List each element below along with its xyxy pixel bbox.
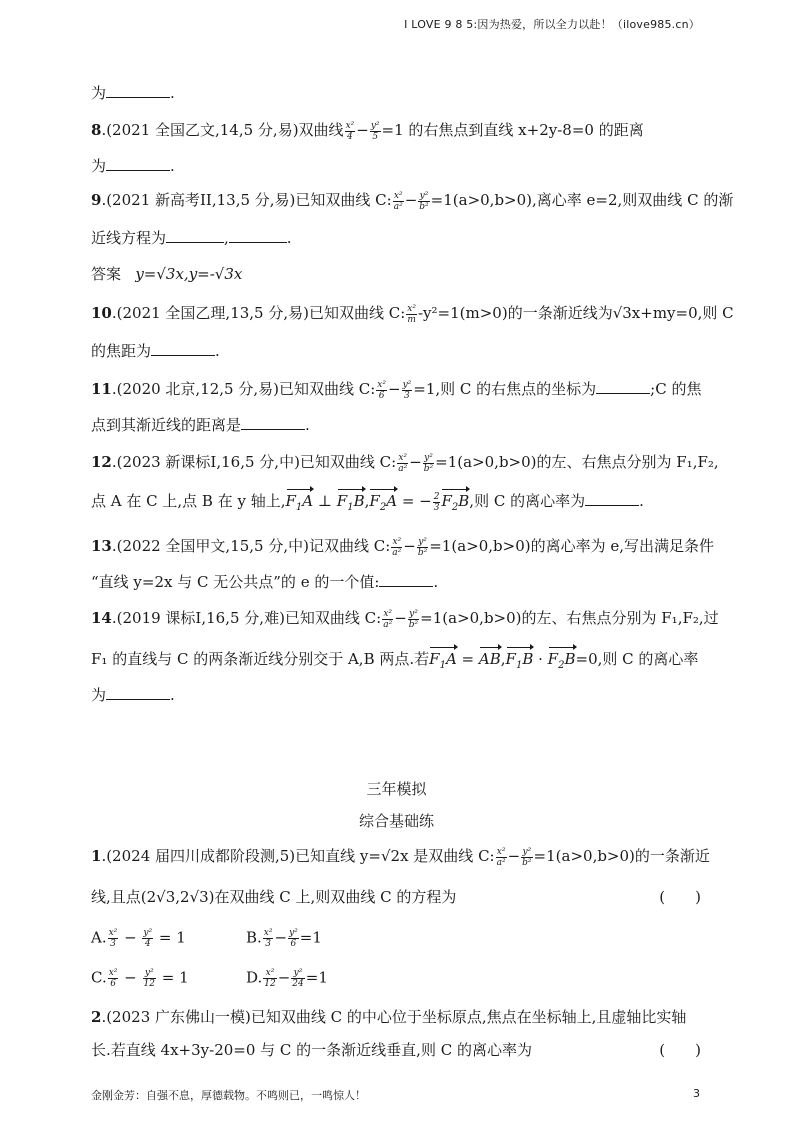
question-14-line1: 14.(2019 课标I,16,5 分,难)已知双曲线 C: $\frac{\text{x²}}{\text{a²}}$ − $\frac{\text{y²}}{\text{b²}}$ =1(a>0,b>0)的左、右焦点分别为 F₁,F₂,过	[91, 608, 719, 630]
problem-2-line2: 长.若直线 4x+3y-20=0 与 C 的一条渐近线垂直,则 C 的离心率为	[91, 1041, 532, 1059]
answer-blank[interactable]	[151, 339, 215, 356]
fraction: $\frac{\text{y²}}{3}$	[402, 379, 412, 401]
fraction: $\frac{\text{x²}}{\text{a²}}$	[398, 452, 408, 474]
answer-blank[interactable]	[106, 154, 170, 171]
problem-1-line2: 线,且点(2√3,2√3)在双曲线 C 上,则双曲线 C 的方程为	[91, 888, 457, 906]
question-14-line2: F₁ 的直线与 C 的两条渐近线分别交于 A,B 两点.若$F_1A = AB,F_1B \cdot F_2B=0$,则 C 的离心率	[91, 648, 703, 677]
question-10-line1: 10.(2021 全国乙理,13,5 分,易)已知双曲线 C: $\frac{\text{x²}}{m}$ -y²=1(m>0)的一条渐近线为√3x+my=0,则 C	[91, 303, 734, 325]
vector-F2B: $F_2B$	[441, 490, 469, 519]
vector-F1B: $F_1B$	[337, 490, 365, 519]
vector-F1B: $F_1B$	[506, 648, 534, 677]
fraction: $\frac{\text{x²}}{m}$	[407, 303, 416, 325]
question-10-line2: 的焦距为 .	[91, 339, 703, 362]
fraction: $\frac{\text{x²}}{\text{a²}}$	[496, 846, 506, 868]
fraction: $\frac{\text{x²}}{\text{a²}}$	[393, 190, 403, 212]
answer-blank[interactable]	[106, 683, 170, 700]
answer-blank[interactable]	[379, 570, 433, 587]
vector-F2B: $F_2B$	[548, 648, 576, 677]
fraction: $\frac{\text{y²}}{5}$	[370, 120, 380, 142]
answer-blank[interactable]	[585, 489, 639, 506]
fraction: $\frac{\text{y²}}{\text{b²}}$	[419, 190, 429, 212]
question-11-line1: 11.(2020 北京,12,5 分,易)已知双曲线 C: $\frac{\text{x²}}{6}$ − $\frac{\text{y²}}{3}$ =1,则 C 的右焦点的坐标为 ;C 的焦	[91, 377, 703, 401]
question-8-line1: 8.(2021 全国乙文,14,5 分,易)双曲线 $\frac{\text{x²}}{4}$ − $\frac{\text{y²}}{5}$ =1 的右焦点到直线 x+2y-8=0 的距离	[91, 120, 644, 142]
page-number: 3	[693, 1087, 700, 1100]
option-a[interactable]: A. $\frac{\text{x²}}{3}$ − $\frac{\text{y²}}{4}$ = 1	[91, 928, 186, 949]
fraction: $\frac{\text{y²}}{\text{b²}}$	[423, 452, 434, 474]
fraction: $\frac{\text{y²}}{\text{b²}}$	[522, 846, 532, 868]
question-8-line2: 为 .	[91, 154, 703, 177]
answer-blank[interactable]	[229, 226, 287, 243]
question-9-line1: 9.(2021 新高考II,13,5 分,易)已知双曲线 C: $\frac{\text{x²}}{\text{a²}}$ − $\frac{\text{y²}}{\text{b²}}$ =1(a>0,b>0),离心率 e=2,则双曲线 C 的渐	[91, 190, 734, 212]
fraction: $\frac{2}{3}$	[433, 491, 440, 513]
fraction: $\frac{\text{y²}}{\text{b²}}$	[408, 608, 419, 630]
option-c[interactable]: C. $\frac{\text{x²}}{6}$ − $\frac{\text{y²}}{12}$ = 1	[91, 968, 189, 989]
option-d[interactable]: D. $\frac{\text{x²}}{12}$ − $\frac{\text{y²}}{24}$ =1	[246, 968, 328, 989]
answer-paren[interactable]: ( )	[659, 888, 701, 906]
question-9-line2: 近线方程为 , .	[91, 226, 703, 249]
answer-blank[interactable]	[106, 81, 170, 98]
question-9-answer: 答案 y=√3x,y=-√3x	[91, 265, 243, 283]
section-title: 三年模拟	[366, 780, 427, 798]
vector-AB: AB	[478, 650, 501, 668]
footer-motto: 金刚金芳：自强不息，厚德载物。不鸣则已，一鸣惊人！	[91, 1089, 366, 1102]
question-12-line1: 12.(2023 新课标I,16,5 分,中)已知双曲线 C: $\frac{\text{x²}}{\text{a²}}$ − $\frac{\text{y²}}{\text{b²}}$ =1(a>0,b>0)的左、右焦点分别为 F₁,F₂,	[91, 452, 719, 474]
answer-blank[interactable]	[596, 377, 650, 394]
question-12-line2: 点 A 在 C 上,点 B 在 y 轴上$,F_1A$ ⊥ $F_1B,F_2A$ = − $\frac{2}{3}$ $F_2B$,则 C 的离心率为 .	[91, 489, 703, 519]
problem-1-line1: 1.(2024 届四川成都阶段测,5)已知直线 y=√2x 是双曲线 C: $\frac{\text{x²}}{\text{a²}}$ − $\frac{\text{y²}}{\text{b²}}$ =1(a>0,b>0)的一条渐近	[91, 846, 710, 868]
answer-blank[interactable]	[166, 226, 224, 243]
answer-paren[interactable]: ( )	[659, 1041, 701, 1059]
fraction: $\frac{\text{x²}}{4}$	[345, 120, 355, 142]
question-13-line1: 13.(2022 全国甲文,15,5 分,中)记双曲线 C: $\frac{\text{x²}}{\text{a²}}$ − $\frac{\text{y²}}{\text{b²}}$ =1(a>0,b>0)的离心率为 e,写出满足条件	[91, 536, 715, 558]
fraction: $\frac{\text{x²}}{\text{a²}}$	[392, 536, 402, 558]
question-13-line2: “直线 y=2x 与 C 无公共点”的 e 的一个值: .	[91, 570, 703, 593]
problem-2-line1: 2.(2023 广东佛山一模)已知双曲线 C 的中心位于坐标原点,焦点在坐标轴上,且虚轴比实轴	[91, 1008, 687, 1026]
vector-F1A: $F_1A$	[286, 490, 314, 519]
vector-F1A: $F_1A$	[429, 648, 457, 677]
vector-F2A: $F_2A$	[369, 490, 397, 519]
fraction: $\frac{\text{x²}}{6}$	[377, 379, 386, 401]
fraction: $\frac{\text{y²}}{\text{b²}}$	[417, 536, 428, 558]
fraction: $\frac{\text{x²}}{\text{a²}}$	[383, 608, 393, 630]
page-header: I LOVE 9 8 5:因为热爱，所以全力以赴！（ilove985.cn）	[404, 18, 700, 31]
answer-blank[interactable]	[241, 413, 305, 430]
question-14-line3: 为 .	[91, 683, 703, 706]
q7-tail: 为 .	[91, 81, 703, 104]
section-subtitle: 综合基础练	[358, 812, 434, 830]
option-b[interactable]: B. $\frac{\text{x²}}{3}$ − $\frac{\text{y²}}{6}$ =1	[246, 928, 322, 949]
question-11-line2: 点到其渐近线的距离是 .	[91, 413, 703, 436]
